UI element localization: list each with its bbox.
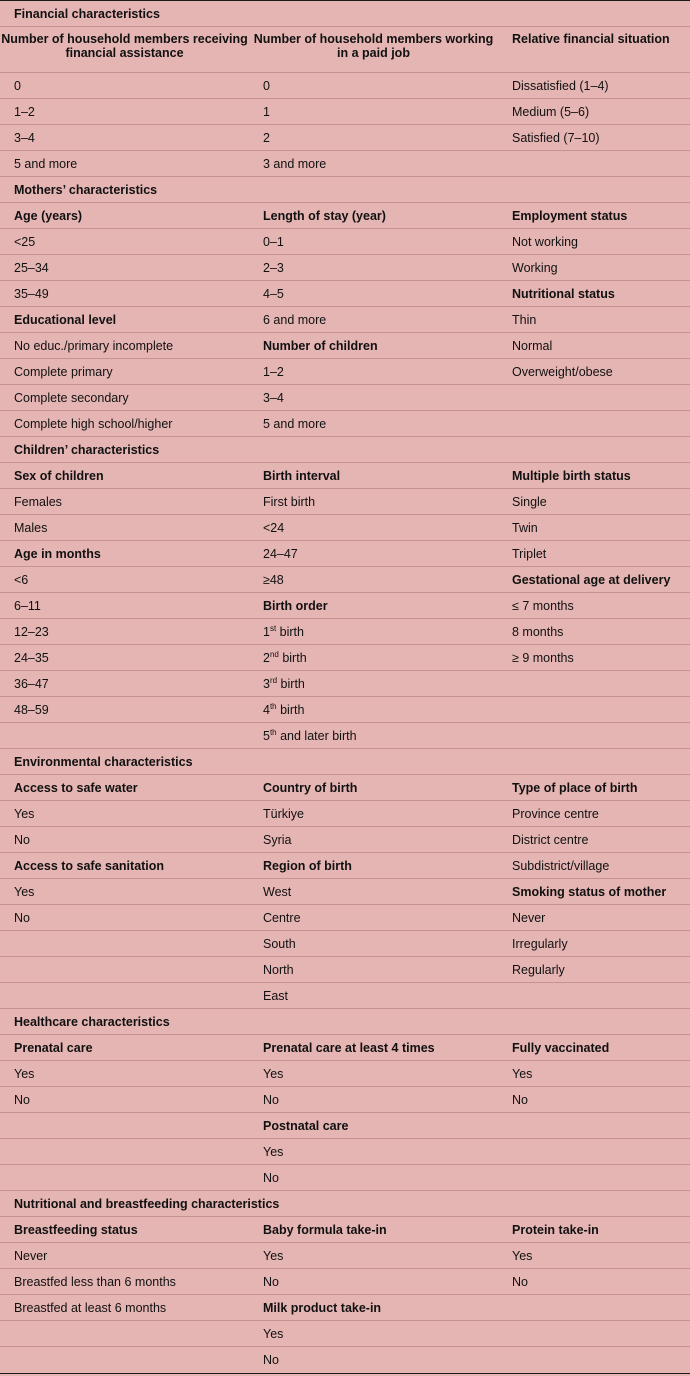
column-header: Length of stay (year)	[263, 208, 386, 223]
cell: <6	[14, 572, 29, 587]
section-title: Mothers’ characteristics	[14, 182, 158, 197]
header-row	[0, 1217, 690, 1243]
cell: Yes	[263, 1326, 284, 1341]
column-header: Age (years)	[14, 208, 83, 223]
section-title: Children’ characteristics	[14, 442, 160, 457]
table-row	[0, 593, 690, 619]
cell: Yes	[263, 1066, 284, 1081]
cell: Normal	[512, 338, 553, 353]
column-header: Gestational age at delivery	[512, 572, 671, 587]
cell: No	[512, 1092, 528, 1107]
cell: No	[14, 1092, 30, 1107]
cell: No	[263, 1274, 279, 1289]
section-environmental	[0, 749, 690, 775]
cell: 8 months	[512, 624, 564, 639]
cell: ≤ 7 months	[512, 598, 574, 613]
cell: Breastfed less than 6 months	[14, 1274, 176, 1289]
cell: 2–3	[263, 260, 284, 275]
cell: Not working	[512, 234, 578, 249]
cell: No educ./primary incomplete	[14, 338, 174, 353]
table-row	[0, 853, 690, 879]
cell: No	[263, 1170, 279, 1185]
table-row	[0, 1243, 690, 1269]
table-row	[0, 1139, 690, 1165]
header-row	[0, 27, 690, 73]
column-header: Birth order	[263, 598, 328, 613]
cell: 24–35	[14, 650, 49, 665]
cell: Overweight/obese	[512, 364, 613, 379]
cell: Yes	[263, 1248, 284, 1263]
column-header: Birth interval	[263, 468, 341, 483]
column-header: Access to safe sanitation	[14, 858, 165, 873]
table-row	[0, 697, 690, 723]
cell: 3 and more	[263, 156, 327, 171]
cell: <25	[14, 234, 36, 249]
cell: 12–23	[14, 624, 49, 639]
cell: Centre	[263, 910, 301, 925]
cell: 3rd birth	[263, 675, 305, 691]
table-row	[0, 385, 690, 411]
table-row	[0, 1269, 690, 1295]
cell: Subdistrict/village	[512, 858, 610, 873]
cell: No	[14, 832, 30, 847]
cell: Regularly	[512, 962, 565, 977]
cell: No	[512, 1274, 528, 1289]
table-row	[0, 359, 690, 385]
cell: 0–1	[263, 234, 284, 249]
cell: 1st birth	[263, 623, 304, 639]
table-row	[0, 281, 690, 307]
table-row	[0, 1321, 690, 1347]
cell: 48–59	[14, 702, 49, 717]
cell: Breastfed at least 6 months	[14, 1300, 167, 1315]
table-row	[0, 645, 690, 671]
cell: 6 and more	[263, 312, 327, 327]
table-row	[0, 151, 690, 177]
cell: South	[263, 936, 296, 951]
cell: 1–2	[14, 104, 35, 119]
table-row	[0, 333, 690, 359]
table-row	[0, 515, 690, 541]
cell: Province centre	[512, 806, 599, 821]
column-header: Postnatal care	[263, 1118, 349, 1133]
cell: <24	[263, 520, 285, 535]
table-row	[0, 957, 690, 983]
header-row	[0, 463, 690, 489]
table-row	[0, 255, 690, 281]
table-row	[0, 931, 690, 957]
table-row	[0, 827, 690, 853]
column-header: Region of birth	[263, 858, 352, 873]
cell: ≥48	[263, 572, 284, 587]
section-title: Environmental characteristics	[14, 754, 193, 769]
cell: Thin	[512, 312, 537, 327]
cell: Complete primary	[14, 364, 113, 379]
cell: No	[14, 910, 30, 925]
cell: Syria	[263, 832, 292, 847]
cell: 3–4	[14, 130, 35, 145]
cell: Females	[14, 494, 62, 509]
column-header: Relative financial situation	[512, 32, 670, 46]
column-header: Breastfeeding status	[14, 1222, 138, 1237]
cell: 35–49	[14, 286, 49, 301]
column-header: Number of household members receiving financial assistance	[1, 32, 248, 60]
table-row	[0, 671, 690, 697]
section-title: Financial characteristics	[14, 6, 160, 21]
table-row	[0, 567, 690, 593]
header-row	[0, 1035, 690, 1061]
section-children	[0, 437, 690, 463]
cell: 36–47	[14, 676, 49, 691]
cell: 6–11	[14, 598, 41, 613]
cell: 4th birth	[263, 701, 305, 717]
cell: Yes	[14, 806, 35, 821]
section-healthcare	[0, 1009, 690, 1035]
table-row	[0, 801, 690, 827]
table-row	[0, 905, 690, 931]
column-header: Number of household members working in a paid job	[253, 32, 494, 60]
cell: Complete high school/higher	[14, 416, 173, 431]
cell: 5th and later birth	[263, 727, 357, 743]
column-header: Nutritional status	[512, 286, 615, 301]
column-header: Type of place of birth	[512, 780, 638, 795]
column-header: Access to safe water	[14, 780, 138, 795]
column-header: Prenatal care	[14, 1040, 93, 1055]
cell: 3–4	[263, 390, 284, 405]
table-row	[0, 1061, 690, 1087]
cell: Yes	[512, 1248, 533, 1263]
table-row	[0, 1347, 690, 1373]
cell: West	[263, 884, 292, 899]
table-row	[0, 99, 690, 125]
table-row	[0, 1295, 690, 1321]
table-row	[0, 489, 690, 515]
section-financial	[0, 1, 690, 27]
table-row	[0, 307, 690, 333]
column-header: Fully vaccinated	[512, 1040, 610, 1055]
cell: No	[263, 1092, 279, 1107]
cell: ≥ 9 months	[512, 650, 574, 665]
cell: 2nd birth	[263, 649, 307, 665]
cell: Males	[14, 520, 48, 535]
column-header: Baby formula take-in	[263, 1222, 387, 1237]
table-row	[0, 229, 690, 255]
section-title: Healthcare characteristics	[14, 1014, 170, 1029]
table-row	[0, 411, 690, 437]
table-row	[0, 879, 690, 905]
cell: 0	[263, 78, 270, 93]
cell: 2	[263, 130, 270, 145]
cell: Single	[512, 494, 547, 509]
column-header: Protein take-in	[512, 1222, 599, 1237]
cell: 1–2	[263, 364, 284, 379]
cell: Twin	[512, 520, 538, 535]
cell: 5 and more	[263, 416, 327, 431]
column-header: Sex of children	[14, 468, 104, 483]
cell: Never	[14, 1248, 48, 1263]
cell: 4–5	[263, 286, 284, 301]
cell: 5 and more	[14, 156, 78, 171]
cell: 1	[263, 104, 270, 119]
header-row	[0, 203, 690, 229]
cell: 0	[14, 78, 21, 93]
cell: 24–47	[263, 546, 298, 561]
table-row	[0, 541, 690, 567]
column-header: Number of children	[263, 338, 378, 353]
table-row	[0, 723, 690, 749]
header-row	[0, 775, 690, 801]
column-header: Educational level	[14, 312, 117, 327]
table-row	[0, 125, 690, 151]
cell: Complete secondary	[14, 390, 129, 405]
table-row	[0, 73, 690, 99]
cell: Dissatisfied (1–4)	[512, 78, 609, 93]
column-header: Age in months	[14, 546, 101, 561]
section-nutrition	[0, 1191, 690, 1217]
cell: No	[263, 1353, 279, 1367]
section-mothers	[0, 177, 690, 203]
column-header: Prenatal care at least 4 times	[263, 1040, 435, 1055]
cell: Satisfied (7–10)	[512, 130, 600, 145]
cell: North	[263, 962, 294, 977]
cell: Never	[512, 910, 546, 925]
cell: Triplet	[512, 546, 547, 561]
section-title: Nutritional and breastfeeding characteristics	[14, 1196, 280, 1211]
table-row	[0, 1087, 690, 1113]
table-row	[0, 1113, 690, 1139]
column-header: Employment status	[512, 208, 628, 223]
column-header: Milk product take-in	[263, 1300, 382, 1315]
cell: 25–34	[14, 260, 49, 275]
column-header: Smoking status of mother	[512, 884, 667, 899]
cell: Medium (5–6)	[512, 104, 590, 119]
cell: Working	[512, 260, 558, 275]
cell: Yes	[512, 1066, 533, 1081]
cell: Irregularly	[512, 936, 568, 951]
cell: Türkiye	[263, 806, 304, 821]
table-row	[0, 1165, 690, 1191]
cell: Yes	[14, 884, 35, 899]
cell: East	[263, 988, 289, 1003]
table-row	[0, 619, 690, 645]
table-row	[0, 983, 690, 1009]
cell: Yes	[14, 1066, 35, 1081]
column-header: Country of birth	[263, 780, 358, 795]
cell: First birth	[263, 494, 316, 509]
column-header: Multiple birth status	[512, 468, 631, 483]
cell: Yes	[263, 1144, 284, 1159]
cell: District centre	[512, 832, 589, 847]
